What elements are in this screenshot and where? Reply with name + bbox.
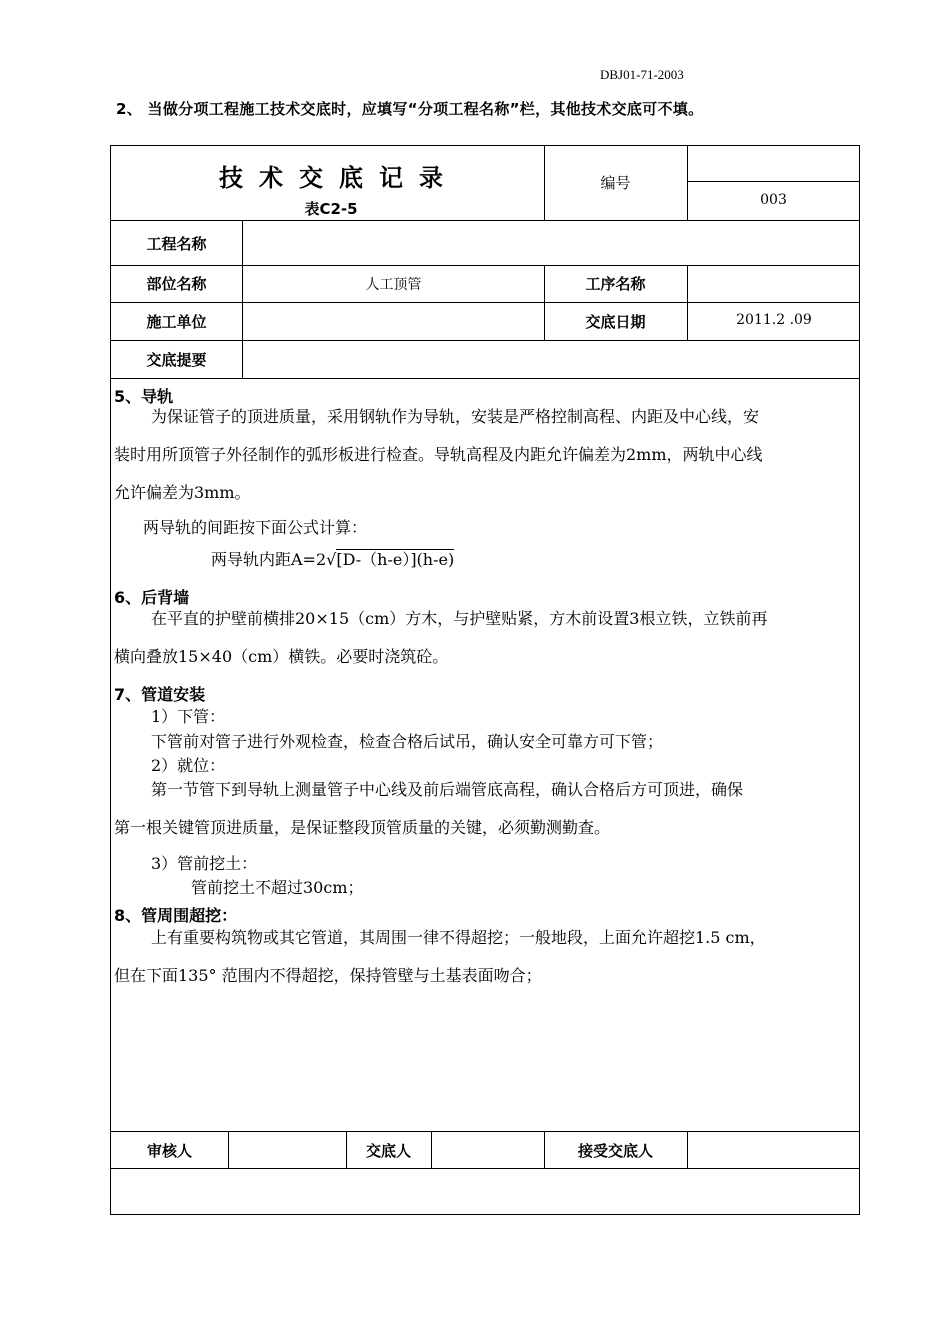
form-title: 技术交底记录 [219,164,459,192]
section-7-item-3-text: 管前挖土不超过30cm； [191,878,364,897]
project-name-field[interactable] [243,233,859,253]
section-5-paragraph-line: 装时用所顶管子外径制作的弧形板进行检查。导轨高程及内距允许偏差为2mm，两轨中心线 [114,445,763,464]
process-name-label: 工序名称 [585,275,646,293]
section-7-item-2-line: 第一节管下到导轨上测量管子中心线及前后端管底高程，确认合格后方可顶进，确保 [151,780,744,799]
section-7-item-2: 2）就位： [151,756,226,775]
section-5-paragraph-line: 允许偏差为3mm。 [114,483,251,502]
receiver-label: 接受交底人 [577,1142,653,1160]
fill-instruction-note: 2、 当做分项工程施工技术交底时，应填写“分项工程名称”栏，其他技术交底可不填。 [116,100,704,118]
formula-prefix: 两导轨内距A=2 [211,550,327,569]
project-name-label: 工程名称 [146,235,207,253]
contractor-field[interactable] [243,311,544,331]
section-6-title: 6、后背墙 [114,588,190,607]
section-5-formula-intro: 两导轨的间距按下面公式计算： [143,518,368,537]
discloser-field[interactable] [432,1140,544,1160]
summary-label: 交底提要 [146,351,207,369]
section-5-title: 5、导轨 [114,387,174,406]
section-6-paragraph-line: 在平直的护壁前横排20×15（cm）方木，与护壁贴紧，方木前设置3根立铁，立铁前再 [151,609,768,628]
section-7-item-2-line: 第一根关键管顶进质量，是保证整段顶管质量的关键，必须勤测勤查。 [114,818,611,837]
section-8-title: 8、管周围超挖： [114,906,238,925]
section-7-title: 7、管道安装 [114,685,206,704]
section-5-paragraph-line: 为保证管子的顶进质量，采用钢轨作为导轨，安装是严格控制高程、内距及中心线，安 [151,407,760,426]
date-label: 交底日期 [585,313,646,331]
receiver-field[interactable] [688,1140,860,1160]
section-5-formula [211,550,454,570]
summary-field[interactable] [243,349,859,369]
contractor-label: 施工单位 [146,313,207,331]
section-8-paragraph-line: 上有重要构筑物或其它管道，其周围一律不得超挖；一般地段，上面允许超挖1.5 cm， [151,928,766,947]
table-number: 表C2-5 [304,200,358,218]
section-6-paragraph-line: 横向叠放15×40（cm）横铁。必要时浇筑砼。 [114,647,449,666]
process-name-field[interactable] [688,274,860,294]
formula-radicand: [D-（h-e）](h-e) [336,550,455,569]
reviewer-label: 审核人 [146,1142,192,1160]
reviewer-field[interactable] [229,1140,346,1160]
number-label: 编号 [600,174,631,192]
part-name-label: 部位名称 [146,275,207,293]
section-7-item-1-text: 下管前对管子进行外观检查，检查合格后试吊，确认安全可靠方可下管； [151,732,664,751]
standard-code: DBJ01-71-2003 [600,67,684,82]
section-7-item-1: 1）下管： [151,707,226,726]
part-name-field[interactable]: 人工顶管 [365,277,422,293]
section-8-paragraph-line: 但在下面135° 范围内不得超挖，保持管壁与土基表面吻合； [114,966,542,985]
technical-disclosure-form [110,145,860,1215]
section-7-item-3: 3）管前挖土： [151,854,258,873]
date-field[interactable]: 2011.2 .09 [736,312,812,328]
sqrt-symbol: √ [326,550,337,569]
discloser-label: 交底人 [365,1142,411,1160]
number-value[interactable]: 003 [760,192,787,208]
